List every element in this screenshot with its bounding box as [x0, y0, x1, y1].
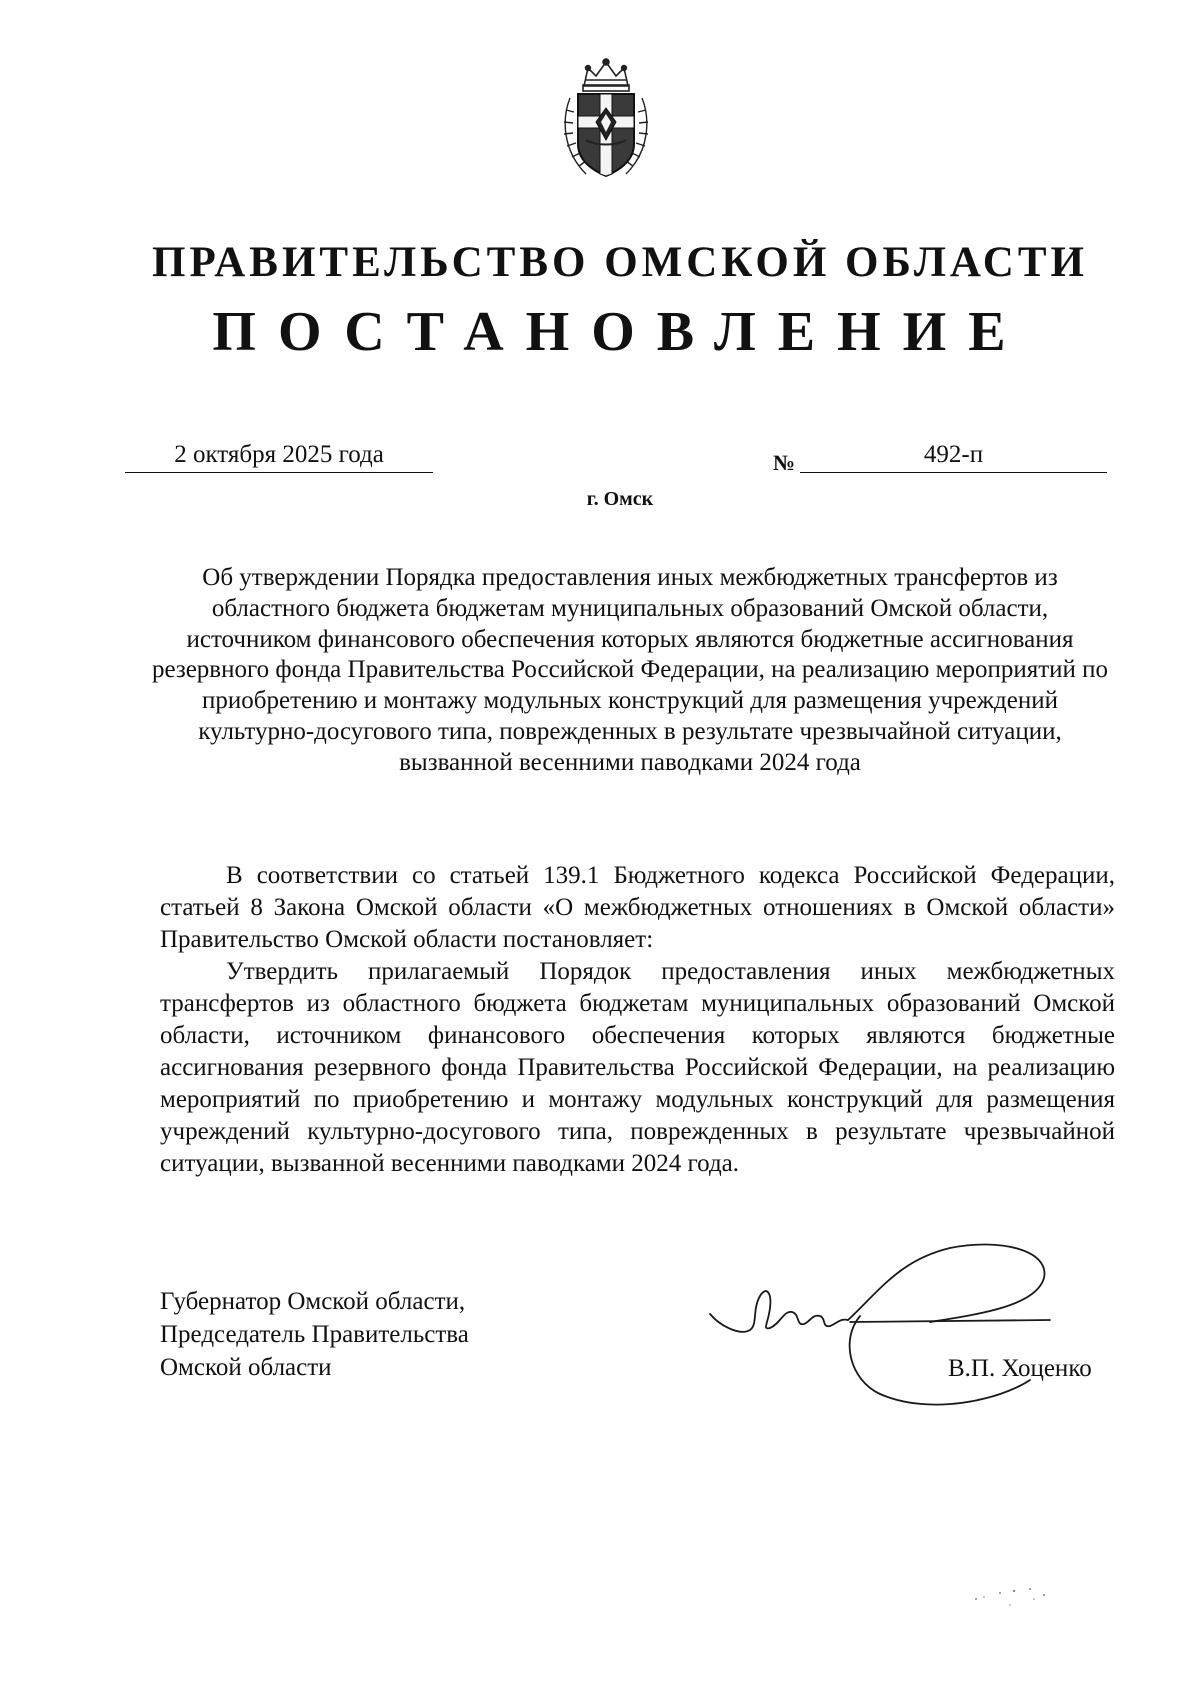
number-label: №	[773, 450, 796, 475]
coat-of-arms-icon	[556, 58, 656, 184]
city: г. Омск	[586, 488, 654, 510]
document-title: Об утверждении Порядка предоставления иных межбюджетных трансфертов из областного бюджета бюджетам муниципальных образований Омской области, источником финансового обеспечения которых являются бюджетные ассигнования резервного фонда Правительства Российской Федерации, на реализацию мероприятий по приобретению и монтажу модульных конструкций для размещения учреждений культурно-досугового типа, поврежденных в результате чрезвычайной ситуации, вызванной весенними паводками 2024 года	[151, 564, 1109, 776]
government-name: ПРАВИТЕЛЬСТВО ОМСКОЙ ОБЛАСТИ	[152, 239, 1088, 286]
signer-position	[160, 1285, 469, 1384]
document-number: 492-п	[800, 440, 1107, 473]
signer-position-line-3: Омской области	[160, 1354, 332, 1381]
signer-position-line-1: Губернатор Омской области,	[160, 1288, 466, 1315]
document-type: ПОСТАНОВЛЕНИЕ	[212, 301, 1028, 363]
document-body	[160, 860, 1115, 1180]
body-paragraph-1: В соответствии со статьей 139.1 Бюджетного кодекса Российской Федерации, статьей 8 Закона Омской области «О межбюджетных отношениях в Омской области» Правительство Омской области постановляет:	[160, 862, 1115, 953]
signer-position-line-2: Председатель Правительства	[160, 1321, 469, 1348]
document-date: 2 октября 2025 года	[125, 440, 433, 473]
handwritten-signature-icon	[700, 1230, 1060, 1420]
scan-artifact-marks	[970, 1585, 1060, 1615]
body-paragraph-2: Утвердить прилагаемый Порядок предоставления иных межбюджетных трансфертов из областного бюджета бюджетам муниципальных образований Омской области, источником финансового обеспечения которых являются бюджетные ассигнования резервного фонда Правительства Российской Федерации, на реализацию мероприятий по приобретению и монтажу модульных конструкций для размещения учреждений культурно-досугового типа, поврежденных в результате чрезвычайной ситуации, вызванной весенними паводками 2024 года.	[160, 958, 1115, 1177]
signer-name: В.П. Хоценко	[948, 1355, 1092, 1382]
